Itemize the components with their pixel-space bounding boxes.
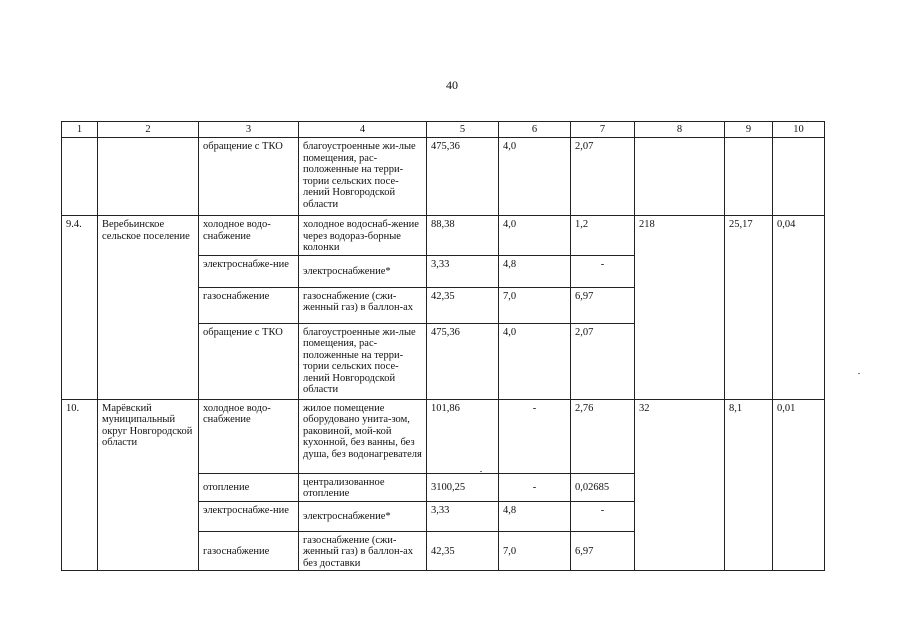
value-cell: 0,01 [773, 399, 825, 571]
row-number: 9.4. [62, 216, 98, 400]
value-cell: - [499, 473, 571, 501]
value-cell: 2,76 [571, 399, 635, 473]
table-cell [98, 138, 199, 216]
value-cell: 4,8 [499, 501, 571, 531]
service-label: обращение с ТКО [199, 323, 299, 399]
service-label: газоснабжение [199, 531, 299, 571]
value-cell: 6,97 [571, 531, 635, 571]
header-cell: 3 [199, 122, 299, 138]
service-desc: электроснабжение* [299, 501, 427, 531]
header-cell: 10 [773, 122, 825, 138]
table-header-row [62, 122, 825, 138]
service-desc: газоснабжение (сжи-женный газ) в баллон-ах без доставки [299, 531, 427, 571]
service-label: газоснабжение [199, 287, 299, 323]
table-cell [635, 138, 725, 216]
value-cell: 0,04 [773, 216, 825, 400]
table-row [62, 216, 825, 256]
tariff-table [61, 121, 825, 571]
value-cell: 218 [635, 216, 725, 400]
value-cell: 88,38 [427, 216, 499, 256]
value-cell: 3100,25 [427, 473, 499, 501]
value-cell: 42,35 [427, 531, 499, 571]
service-label: обращение с ТКО [199, 138, 299, 216]
value-cell: 475,36 [427, 138, 499, 216]
table-row [62, 399, 825, 473]
scan-speck [858, 373, 860, 374]
header-cell: 2 [98, 122, 199, 138]
service-desc: жилое помещение оборудовано унита-зом, раковиной, мой-кой кухонной, без ванны, без душа, без водонагревателя [299, 399, 427, 473]
service-label: холодное водо-снабжение [199, 216, 299, 256]
service-desc: благоустроенные жи-лые помещения, рас-положенные на терри-тории сельских посе-лений Новгородской области [299, 138, 427, 216]
value-cell: 1,2 [571, 216, 635, 256]
service-label: электроснабже-ние [199, 501, 299, 531]
table-cell [725, 138, 773, 216]
table-cell [773, 138, 825, 216]
municipality-name: Марёвский муниципальный округ Новгородской области [98, 399, 199, 571]
value-cell: 7,0 [499, 531, 571, 571]
value-cell: 6,97 [571, 287, 635, 323]
value-cell: 101,86 [427, 399, 499, 473]
value-cell: 4,0 [499, 216, 571, 256]
service-label: холодное водо-снабжение [199, 399, 299, 473]
header-cell: 6 [499, 122, 571, 138]
header-cell: 8 [635, 122, 725, 138]
municipality-name: Веребьинское сельское поселение [98, 216, 199, 400]
value-cell: 25,17 [725, 216, 773, 400]
value-cell: 4,0 [499, 323, 571, 399]
value-cell: 0,02685 [571, 473, 635, 501]
header-cell: 5 [427, 122, 499, 138]
value-cell: 4,0 [499, 138, 571, 216]
value-cell: 3,33 [427, 501, 499, 531]
header-cell: 9 [725, 122, 773, 138]
header-cell: 7 [571, 122, 635, 138]
value-cell: 4,8 [499, 255, 571, 287]
header-cell: 1 [62, 122, 98, 138]
scan-speck [480, 471, 482, 472]
header-cell: 4 [299, 122, 427, 138]
service-desc: холодное водоснаб-жение через водораз-борные колонки [299, 216, 427, 256]
value-cell: - [499, 399, 571, 473]
table-cell [62, 138, 98, 216]
value-cell: - [571, 501, 635, 531]
page-number: 40 [446, 78, 458, 92]
service-desc: электроснабжение* [299, 255, 427, 287]
service-desc: централизованное отопление [299, 473, 427, 501]
service-label: электроснабже-ние [199, 255, 299, 287]
service-desc: благоустроенные жи-лые помещения, рас-положенные на терри-тории сельских посе-лений Новгородской области [299, 323, 427, 399]
row-number: 10. [62, 399, 98, 571]
table-row [62, 138, 825, 216]
value-cell: 2,07 [571, 138, 635, 216]
value-cell: 8,1 [725, 399, 773, 571]
service-label: отопление [199, 473, 299, 501]
service-desc: газоснабжение (сжи-женный газ) в баллон-ах [299, 287, 427, 323]
value-cell: 3,33 [427, 255, 499, 287]
value-cell: 42,35 [427, 287, 499, 323]
value-cell: - [571, 255, 635, 287]
value-cell: 32 [635, 399, 725, 571]
value-cell: 2,07 [571, 323, 635, 399]
value-cell: 7,0 [499, 287, 571, 323]
value-cell: 475,36 [427, 323, 499, 399]
